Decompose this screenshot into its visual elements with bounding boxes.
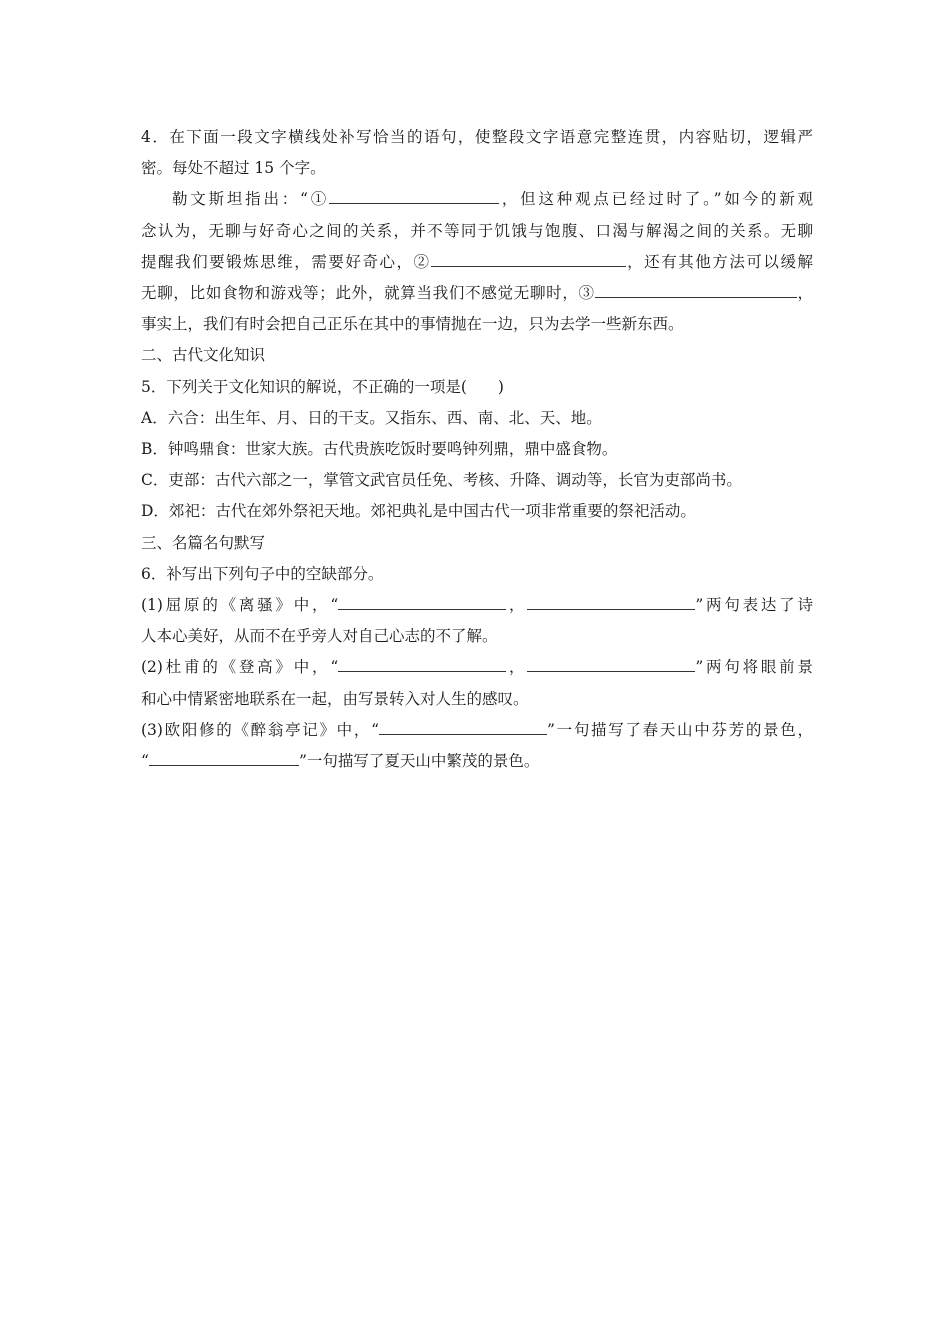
q4-line-3 xyxy=(141,184,813,215)
q6-item-1-start: (1)屈原的《离骚》中，“ xyxy=(141,596,339,615)
q6-item-3-start: (3)欧阳修的《醉翁亭记》中，“ xyxy=(141,720,380,739)
q6-item-1-line-2: 人本心美好，从而不在乎旁人对自己心志的不了解。 xyxy=(141,627,498,646)
blank-6[interactable] xyxy=(338,654,506,672)
q4-line-6 xyxy=(141,278,813,309)
blank-5[interactable] xyxy=(527,592,695,610)
q6-item-3-line-2 xyxy=(141,746,813,777)
q4-line-7: 事实上，我们有时会把自己正乐在其中的事情抛在一边，只为去学一些新东西。 xyxy=(141,315,684,334)
q6-item-1-line-1 xyxy=(141,590,813,621)
q5-option-d[interactable]: D．郊祀：古代在郊外祭祀天地。郊祀典礼是中国古代一项非常重要的祭祀活动。 xyxy=(141,502,696,521)
section-3-heading: 三、名篇名句默写 xyxy=(141,533,266,552)
q5-option-b[interactable]: B．钟鸣鼎食：世家大族。古代贵族吃饭时要鸣钟列鼎，鼎中盛食物。 xyxy=(141,440,618,459)
q6-item-3-open-quote: “ xyxy=(141,752,149,771)
q6-item-2-start: (2)杜甫的《登高》中，“ xyxy=(141,658,339,677)
q5-option-c[interactable]: C．吏部：古代六部之一，掌管文武官员任免、考核、升降、调动等，长官为吏部尚书。 xyxy=(141,471,742,490)
q5-option-a[interactable]: A．六合：出生年、月、日的干支。又指东、西、南、北、天、地。 xyxy=(141,408,602,427)
blank-9[interactable] xyxy=(149,748,299,766)
q6-item-1-sep: ， xyxy=(506,596,528,615)
q4-line-5-start: 提醒我们要锻炼思维，需要好奇心，② xyxy=(141,252,431,271)
q6-item-3-mid: ”一句描写了春天山中芬芳的景色， xyxy=(547,720,813,739)
blank-2[interactable] xyxy=(431,249,626,267)
q6-item-2-sep: ， xyxy=(506,658,528,677)
q4-line-3-start: 勒文斯坦指出：“① xyxy=(172,190,330,209)
q6-item-1-end: ”两句表达了诗 xyxy=(695,596,813,615)
blank-4[interactable] xyxy=(338,592,506,610)
section-2-heading: 二、古代文化知识 xyxy=(141,346,266,365)
q4-line-5 xyxy=(141,247,813,278)
blank-1[interactable] xyxy=(329,186,499,204)
q6-item-2-line-1 xyxy=(141,652,813,683)
q6-item-3-line-1 xyxy=(141,715,813,746)
blank-8[interactable] xyxy=(379,717,547,735)
q4-line-4: 念认为，无聊与好奇心之间的关系，并不等同于饥饿与饱腹、口渴与解渴之间的关系。无聊 xyxy=(141,221,813,240)
q4-line-2: 密。每处不超过 15 个字。 xyxy=(141,159,326,178)
blank-3[interactable] xyxy=(595,280,797,298)
q6-item-2-line-2: 和心中情紧密地联系在一起，由写景转入对人生的感叹。 xyxy=(141,689,529,708)
document-content xyxy=(141,122,813,777)
q4-line-5-end: ，还有其他方法可以缓解 xyxy=(625,252,813,271)
q4-line-1: 4．在下面一段文字横线处补写恰当的语句，使整段文字语意完整连贯，内容贴切，逻辑严 xyxy=(141,128,813,146)
q6-item-2-end: ”两句将眼前景 xyxy=(695,658,813,677)
q6-item-3-end: ”一句描写了夏天山中繁茂的景色。 xyxy=(298,752,540,771)
q6-stem: 6．补写出下列句子中的空缺部分。 xyxy=(141,564,384,583)
q4-line-6-end: ， xyxy=(796,284,813,303)
q5-stem: 5．下列关于文化知识的解说，不正确的一项是( ) xyxy=(141,377,504,396)
q4-line-3-end: ，但这种观点已经过时了。”如今的新观 xyxy=(499,190,813,209)
q4-line-6-start: 无聊，比如食物和游戏等；此外，就算当我们不感觉无聊时，③ xyxy=(141,284,595,303)
blank-7[interactable] xyxy=(527,654,695,672)
